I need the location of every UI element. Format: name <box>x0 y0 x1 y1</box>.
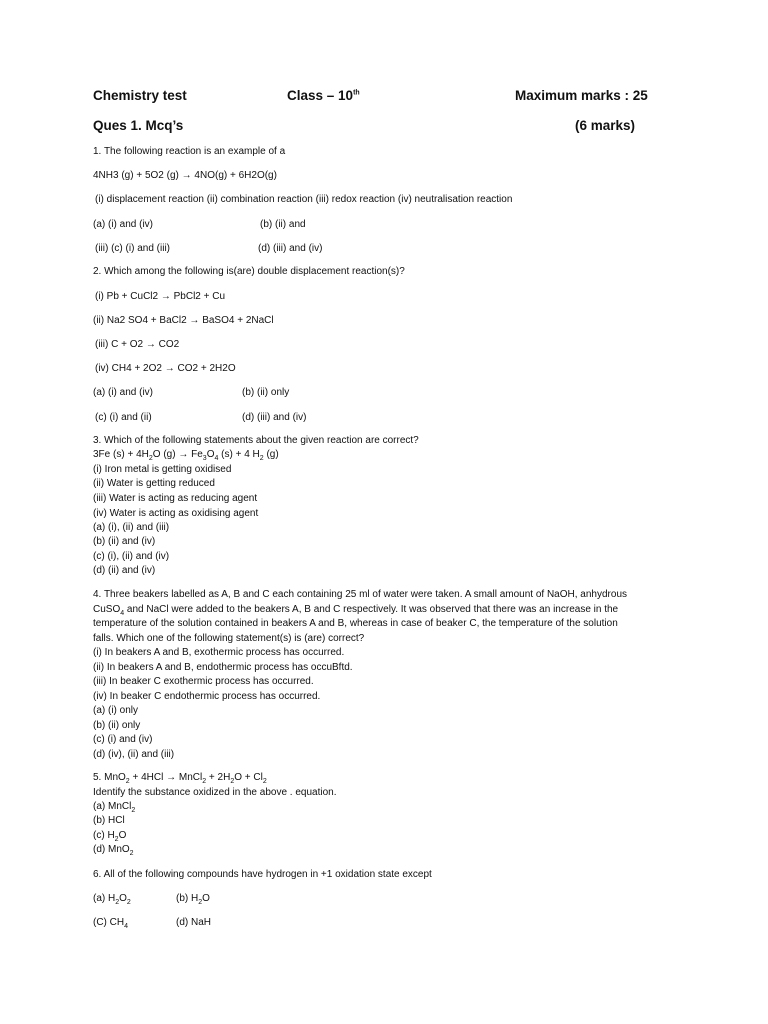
q1-option-a: (a) (i) and (iv) <box>93 219 154 230</box>
section-title: Ques 1. Mcq’s <box>93 118 184 133</box>
q3-option-a: (a) (i), (ii) and (iii) <box>93 522 170 533</box>
q4-stem-line-1: 4. Three beakers labelled as A, B and C each containing 25 ml of water were taken. A small amount of NaOH, anhydrous <box>93 589 628 600</box>
q4-option-c: (c) (i) and (iv) <box>93 734 153 745</box>
q3-statement-ii: (ii) Water is getting reduced <box>93 478 215 489</box>
q4-stem-line-4: falls. Which one of the following statement(s) is (are) correct? <box>93 633 365 644</box>
max-marks: Maximum marks : 25 <box>515 88 648 103</box>
q2-reaction-ii: (ii) Na2 SO4 + BaCl2 → BaSO4 + 2NaCl <box>93 315 274 326</box>
q3-statement-i: (i) Iron metal is getting oxidised <box>93 464 232 475</box>
q4-option-b: (b) (ii) only <box>93 720 141 731</box>
q3-stem: 3. Which of the following statements about the given reaction are correct? <box>93 435 419 446</box>
q1-choices: (i) displacement reaction (ii) combination reaction (iii) redox reaction (iv) neutralisation reaction <box>95 194 513 205</box>
q2-reaction-i: (i) Pb + CuCl2 → PbCl2 + Cu <box>95 291 226 302</box>
q2-option-b: (b) (ii) only <box>242 387 290 398</box>
q5-equation: 5. MnO$_2$ + 4HCl → MnCl$_2$ + $2H_2O + Cl_2$ <box>93 772 267 785</box>
q1-option-c: (iii) (c) (i) and (iii) <box>95 243 170 254</box>
q6-option-d: (d) NaH <box>176 917 212 928</box>
q6-stem: 6. All of the following compounds have hydrogen in +1 oxidation state except <box>93 869 432 880</box>
q4-option-d: (d) (iv), (ii) and (iii) <box>93 749 175 760</box>
q5-option-c: (c) $H_2O$ <box>93 830 127 843</box>
test-title: Chemistry test <box>93 88 187 103</box>
q4-stem-line-3: temperature of the solution contained in beakers A and B, whereas in case of beaker C, the temperature of the solution <box>93 618 618 629</box>
q5-option-a: (a) MnCl$_2$ <box>93 801 136 814</box>
q4-statement-i: (i) In beakers A and B, exothermic process has occurred. <box>93 647 345 658</box>
q2-reaction-iv: (iv) CH4 + 2O2 → CO2 + 2H2O <box>95 363 236 374</box>
q5-option-b: (b) HCl <box>93 815 125 826</box>
q6-option-a: (a) $H_2O_2$ <box>93 893 131 906</box>
q5-option-d: (d) MnO$_2$ <box>93 844 134 857</box>
q1-option-b: (b) (ii) and <box>260 219 306 230</box>
q2-option-d: (d) (iii) and (iv) <box>242 412 307 423</box>
q6-option-c: (C) $CH_4$ <box>93 917 129 930</box>
q6-option-b: (b) $H_2O$ <box>176 893 210 906</box>
q2-option-c: (c) (i) and (ii) <box>95 412 152 423</box>
q1-equation: 4NH3 (g) + 5O2 (g) → 4NO(g) + 6H2O(g) <box>93 170 277 181</box>
q4-stem-line-2: CuSO$_4$ and NaCl were added to the beakers A, B and C respectively. It was observed that there was an increase in the <box>93 604 619 617</box>
q3-option-d: (d) (ii) and (iv) <box>93 565 156 576</box>
q2-reaction-iii: (iii) C + O2 → CO2 <box>95 339 180 350</box>
q3-equation: 3Fe $(s) + 4H_2O$ $(g) \to Fe_3O_4$ (s) + 4 $H_2$ (g) <box>93 449 279 462</box>
section-marks: (6 marks) <box>575 118 636 133</box>
q1-option-d: (d) (iii) and (iv) <box>258 243 323 254</box>
q2-option-a: (a) (i) and (iv) <box>93 387 154 398</box>
q3-statement-iv: (iv) Water is acting as oxidising agent <box>93 508 259 519</box>
q4-option-a: (a) (i) only <box>93 705 139 716</box>
class-label: Class – 10th <box>287 88 360 103</box>
q1-stem: 1. The following reaction is an example of a <box>93 146 286 157</box>
q3-statement-iii: (iii) Water is acting as reducing agent <box>93 493 258 504</box>
q4-statement-iii: (iii) In beaker C exothermic process has occurred. <box>93 676 314 687</box>
q3-option-c: (c) (i), (ii) and (iv) <box>93 551 170 562</box>
q4-statement-iv: (iv) In beaker C endothermic process has occurred. <box>93 691 321 702</box>
q3-option-b: (b) (ii) and (iv) <box>93 536 156 547</box>
q4-statement-ii: (ii) In beakers A and B, endothermic process has occuBftd. <box>93 662 353 673</box>
q2-stem: 2. Which among the following is(are) double displacement reaction(s)? <box>93 266 405 277</box>
q5-stem: Identify the substance oxidized in the above . equation. <box>93 787 337 798</box>
